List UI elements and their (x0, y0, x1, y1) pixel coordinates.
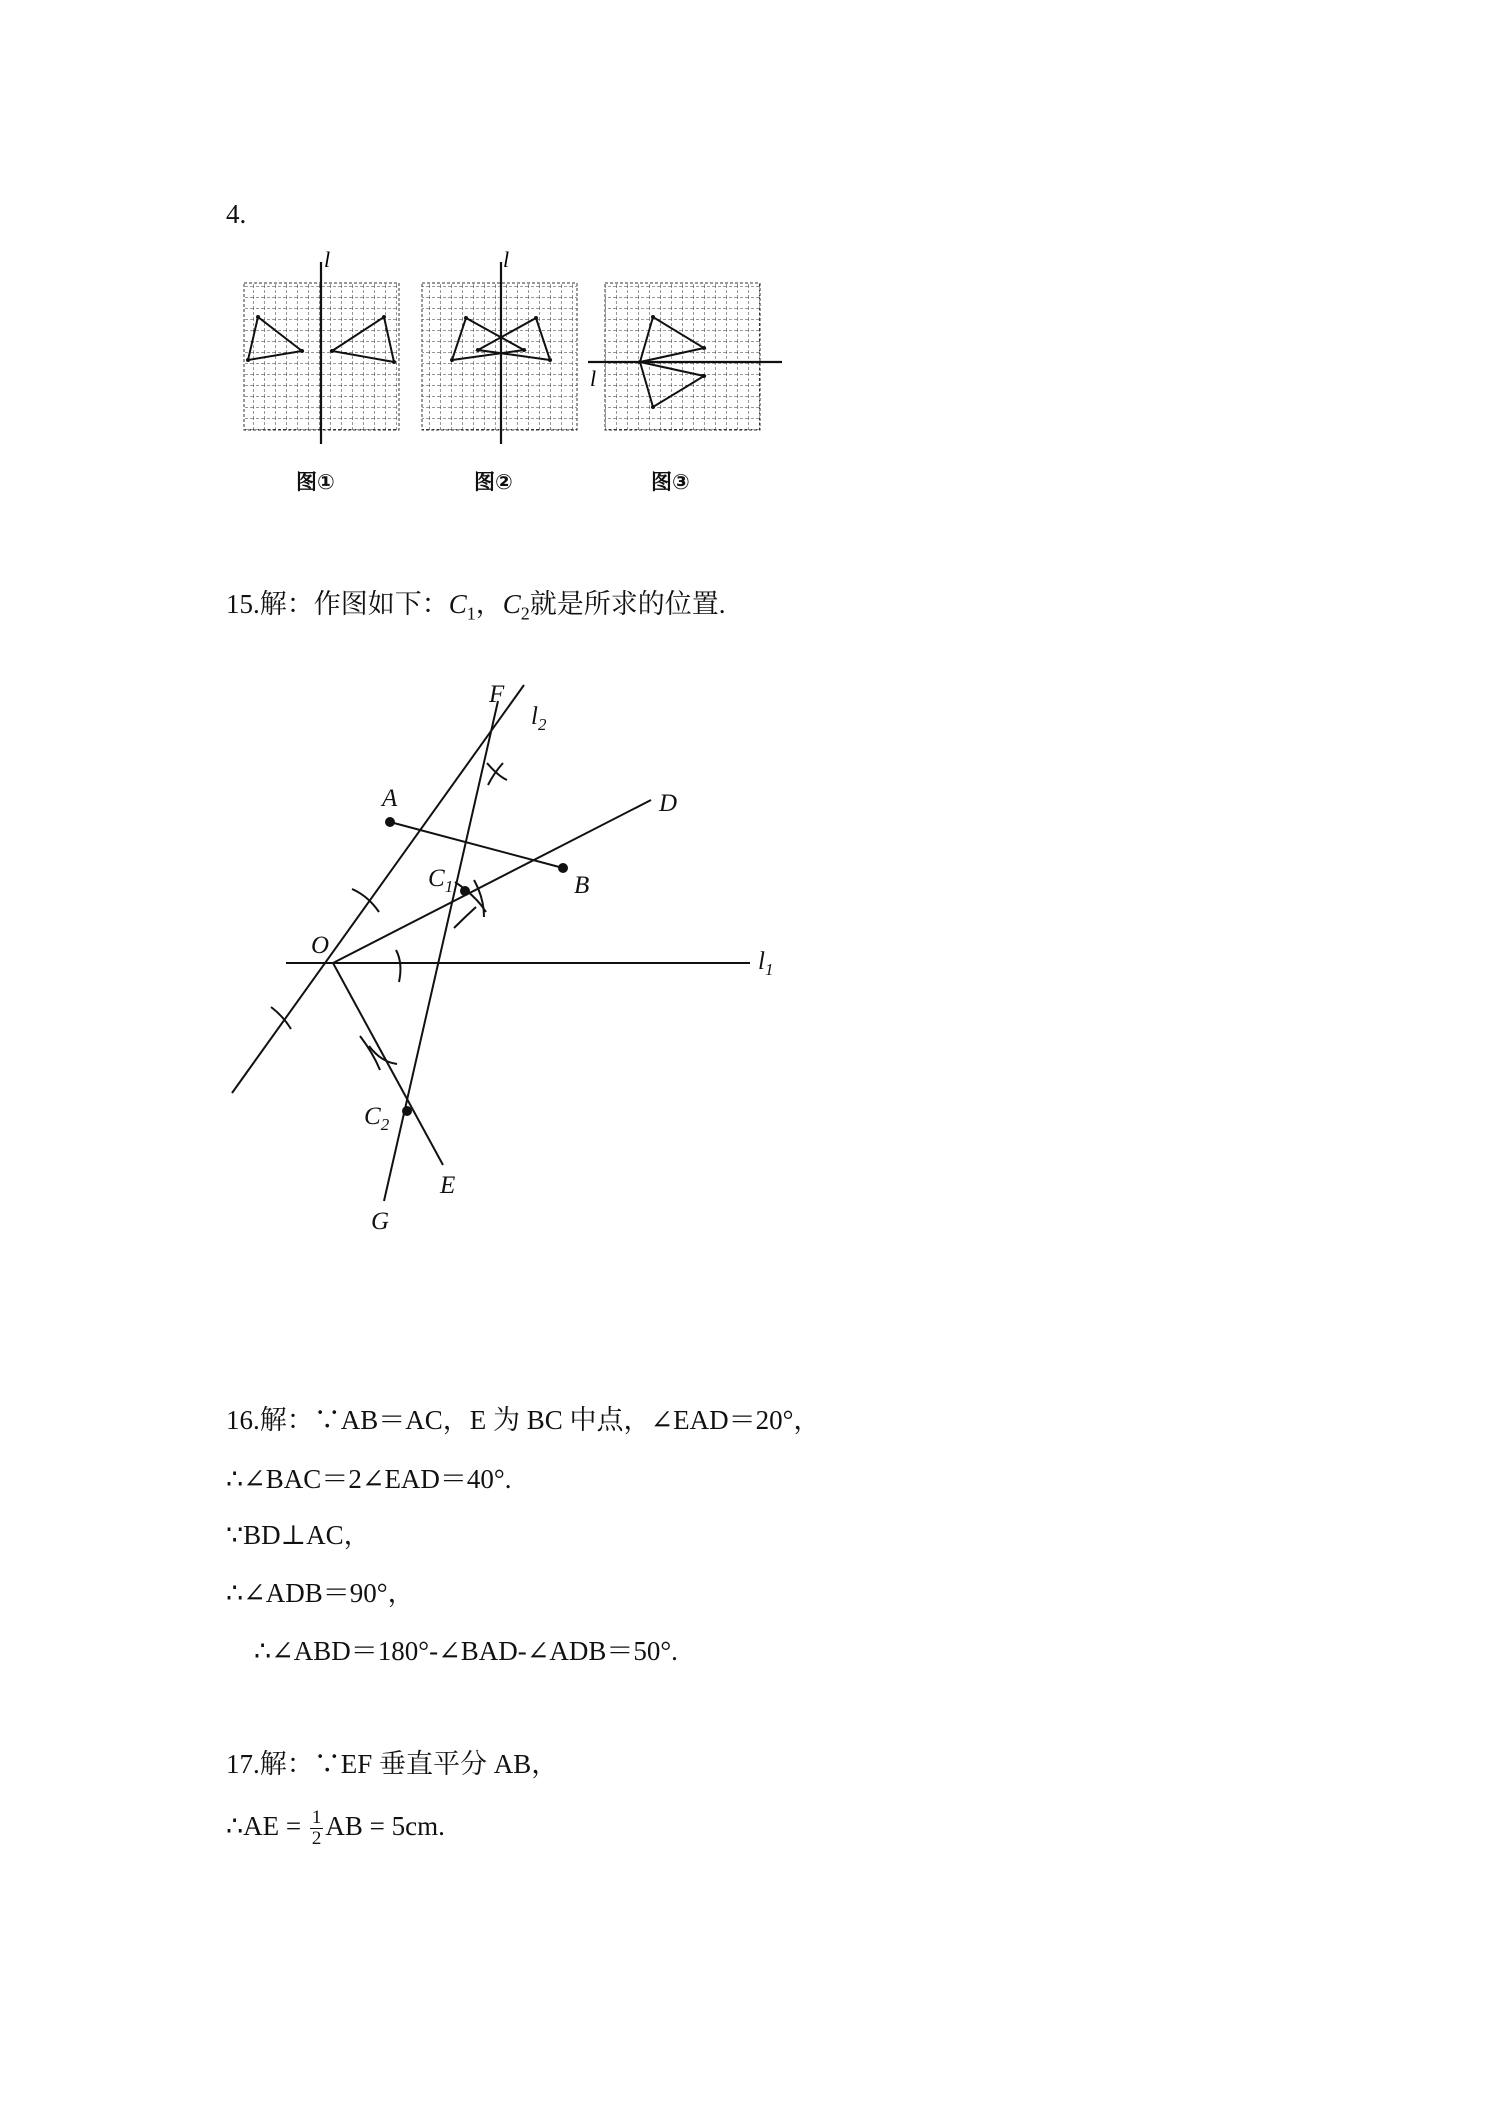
label-E: E (440, 1172, 456, 1199)
point-C1 (460, 886, 470, 896)
line-label-l-fig3: l (590, 366, 597, 391)
q16-line-3: ∵BD⊥AC， (226, 1520, 371, 1550)
ray-OE (333, 963, 443, 1165)
q16-line-5: ∴∠ABD＝180°-∠BAD-∠ADB＝50°. (254, 1636, 678, 1666)
label-B: B (574, 872, 590, 899)
segment-AB (390, 822, 563, 868)
label-C2: $C_2$ (364, 1103, 390, 1134)
arc-2 (396, 950, 400, 982)
q16-line-1: 16.解：∵AB＝AC，E 为 BC 中点，∠EAD＝20°， (226, 1405, 821, 1435)
q14-number: 4. (226, 199, 247, 229)
label-F: F (489, 681, 505, 708)
q17-line-2: ∴AE = $\frac{1}{2}$ AB = 5cm. (226, 1807, 445, 1850)
q17-line-1: 17.解：∵EF 垂直平分 AB， (226, 1749, 559, 1779)
label-D: D (659, 790, 678, 817)
q15-answer: 15.解：作图如下：$C_1$，$C_2$就是所求的位置. (226, 589, 726, 624)
caption-figure-2: 图② (474, 470, 513, 494)
caption-figure-3: 图③ (651, 470, 690, 494)
fraction-one-half: $\frac{1}{2}$ (311, 1807, 322, 1850)
label-G: G (371, 1208, 390, 1235)
q16-line-2: ∴∠BAC＝2∠EAD＝40°. (226, 1464, 512, 1494)
label-C1: $C_1$ (428, 865, 454, 896)
line-label-l-fig1: l (324, 247, 331, 272)
point-C2 (402, 1106, 412, 1116)
line-FG (384, 701, 498, 1201)
caption-figure-1: 图① (296, 470, 335, 494)
point-A (385, 817, 395, 827)
label-l1: $l_1$ (758, 948, 774, 979)
point-B (558, 863, 568, 873)
q16-line-4: ∴∠ADB＝90°， (226, 1578, 415, 1608)
ray-OD (333, 800, 651, 963)
line-l2 (232, 685, 524, 1093)
arc-4 (360, 1036, 380, 1070)
label-O: O (311, 932, 330, 959)
label-l2: $l_2$ (531, 703, 547, 734)
line-label-l-fig2: l (503, 247, 510, 272)
label-A: A (382, 785, 398, 812)
arc-9 (454, 907, 476, 928)
